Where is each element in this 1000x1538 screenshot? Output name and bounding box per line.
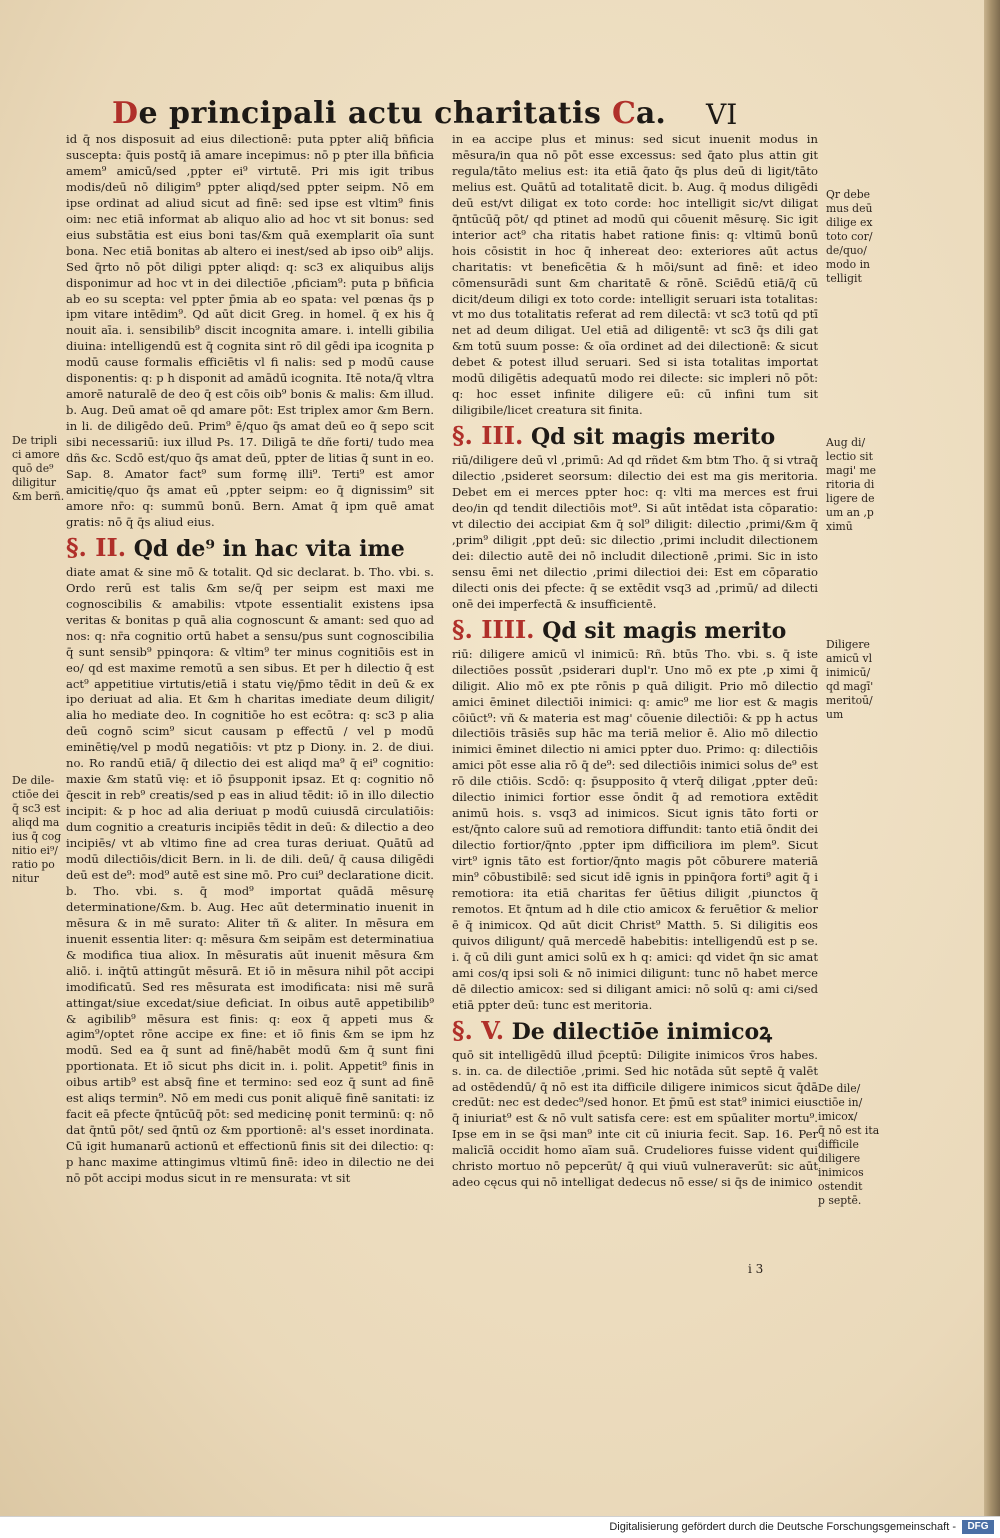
right-paragraph-4: riū: diligere amicū vl inimicū: Rñ. btūs Tho. vbi. s. q̄ iste dilectiōes possūt ,psiderari dupl'r. Uno mō ex pte ,p ximi q̄ diligit. Alio mō ex pte rōnis p quā diligit. Prio mō dilectio amici ēminet dilectiōi inimici: q: amic⁹ me lior est & magis cōiūct⁹: vñ & materia est mag' cōuenie dilectiōi: & pp h actus dilectiōis trāsiēs sup hāc ma teriā melior ē. Alio mō dilectio inimici ēminet dilectio ni amici ppter duo. Primo: q: dilectiōis amici pōt esse alia rō q̄ de⁹: sed dilectiōis inimici solus de⁹ est rō dile ctiōis. Scdō: q: p̄supposito q̄ vterq̄ diligat ,ppter deū: dilectio inimici fortior esse ōndit q̄ ad remotiora extēdit animū hois. s. vsq3 ad inimicos. Sicut ignis tāto forti or est/q̄nto calore suū ad remotiora diffundit: tanto etiā ōndit dei dilectio fortior/q̄nto ,ppter ipm difficiliora im plem⁹. Sicut virt⁹ ignis tāto est fortior/q̄nto magis pōt cōburere materiā min⁹ cōbustibilē: sed sicut idē ignis in ppinq̄ora forti⁹ agit q̄ i remotiora: ita etiā charitas fer ūētius diligit ,piunctos q̄ remotos. Et q̄ntum ad h dile ctio amicox & feruētior & melior ē q̄ inimicox. Qd aūt dicit Christ⁹ Matth. 5. Si diligitis eos quivos diligunt/ quā mercedē habebitis: intelligendū est p se. i. q̄ cū dili gunt amici solū ex h q: amici: qd videt q̄n sic amat ami cos/q ipsi soli & nō inimici diligunt: tunc nō habet merce dē dilectio amicox: sed si diligant amici: nō solū q: ami ci/sed etiā ppter deū: tunc est meritoria. xyxy=(452,646,818,1012)
section-heading-5 xyxy=(452,1016,818,1047)
right-paragraph-1: in ea accipe plus et minus: sed sicut inuenit modus in mēsura/in qua nō pōt esse excessus: sed q̄ato plus attin git regula/tāto melius est: ita etiā q̄ato q̄s plus deū di ligit/tāto melius est. Quātū ad totalitatē dicit. b. Aug. q̄ modus diligēdi deū est/vt diligat ex toto corde: hoc intelligit sic/vt diligat q̄ntūcūq̄ pōt/ qd ptinet ad modū qui cōuenit mēsurę. Sic igit interior act⁹ cha ritatis habet ratione finis: q: vltimū bonū hois cōsistit in hoc q̄ inhereat deo: exteriores aūt actus charitatis: vt beneficētia & h mōi/sunt ad finē: et ideo cōmensurādi sunt &m charitatē & rōnē. Sciēdū etiā/q̄ cū dicit/deum diligi ex toto corde: intelligit seruari ista totalitas: vt mo dus totalitatis referat ad rem dilectā: vt sc3 totū qd ptī net ad deum diligat. Uel etiā ad diligentē: vt sc3 q̄s dili gat &m totū suum posse: & oīa ordinet ad dei dilectionē: & sicut debet & potest illud seruari. Sed si ista totalitas importat modū diligētis adequatū modo rei dilecte: sic impleri nō pōt: q: hoc esset infinite diligere eū: cū infini tum sit diligibile/licet creatura sit finita. xyxy=(452,132,818,418)
section-heading-5-text: De dilectiōe inimicoꝝ xyxy=(511,1018,772,1045)
right-paragraph-5: quō sit intelligēdū illud p̄ceptū: Diligite inimicos v̄ros habes. s. in. ca. de dilectiōe ,primi. Sed hic notāda sūt septē q̄ valēt ad ostēdendū/ q̄ nō est ita difficile diligere inimicos sicut q̄dā credūt: nec est dedec⁹/sed honor. Et p̄mū est stat⁹ inimici eius q̄ iniuriat⁹ est & nō vult satisfa cere: est em spūaliter mortu⁹. Ipse em in se q̄si man⁹ inte cit cū iniuria fecit. Sap. 16. Per malicīā occidit homo aīam suā. Crudeliores fuisse vident qui christo mortuo nō pepcerūt/ q̄ qui viuū vulneraverūt: sic aūt adeo cęcus qui nō intelligat dedecus nō esse/ si q̄s de inimico xyxy=(452,1047,818,1190)
left-paragraph-2: diate amat & sine mō & totalit. Qd sic declarat. b. Tho. vbi. s. Ordo rerū est talis &m se/q̄ per seipm est maxi me cognoscibilis & amabilis: vtpote essentialit existens ipsa veritas & bonitas p quā alia cognoscunt & amant: sed quo ad nos: q: nr̄a cognitio ortū habet a sensu/pus sunt cognoscibilia q̄ sunt sensib⁹ ppinqora: & vltim⁹ ter minus cognitiōis est in eo/ qd est maxime remotū a sen sibus. Et per h dilectio q̄ est act⁹ appetitiue virtutis/etiā i statu vię/p̄mo tēdit in deū & ex ipo deriuat ad alia. Et &m h charitas imediate deum diligit/ alia ho mediate deo. In cognitiōe ho est ecōtra: q: sc3 p alia deū cognō scim⁹ sicut causam p effectū / vel p modū eminētię/vel p modū negatiōis: vt ptz p Diony. in. 2. de diui. no. Ro randū etiā/ q̄ dilectio dei est aliqd ma⁹ q̄ ei⁹ cognitio: maxie &m statū vię: et iō p̄supponit ipsaz. Et q: cognitio nō q̄escit in reb⁹ creatis/sed p eas in aliud tēdit: iō in illo dilectio incipit: & p hoc ad alia deriuat p modū cuiusdā circulatiōis: dum cognitio a creaturis incipiēs tēdit in deū: & dilectio a deo incipiēs/ vt ab vltimo fine ad crea turas deriuat. Quātū ad modū dilectiōis/dicit Bern. in li. de dili. deū/ q̄ causa diligēdi deū est de⁹: mod⁹ autē est sine mō. Pro cui⁹ declaratione dicit. b. Tho. vbi. s. q̄ mod⁹ importat quādā mēsurę determinatione/&m. b. Aug. Hec aūt determinatio inuenit in mēsura & in mē surato: Aliter tñ & aliter. In mēsura em inuenit essentia liter: q: mēsura &m seipām est determinatiua & modifica tiua aliox. In mēsuratis aūt inuenit mēsura &m aliō. i. inq̄tū attingūt mēsurā. Et iō in mēsura nihil pōt accipi imodificatū. Sed res mēsurata est imodificata: nisi mē surā attingat/siue excedat/siue deficiat. In oibus autē appetibilib⁹ & agibilib⁹ mēsura est finis: q: eox q̄ appeti mus & agim⁹/optet rōne accipe ex fine: et iō finis &m se ipm hz modū. Sed ea q̄ sunt ad finē/habēt modū &m q̄ sunt fini pportionata. Et iō sicut phs dicit in. i. polit. Appetit⁹ finis in oibus artib⁹ est absq̄ fine et termino: sed eoz q̄ sunt ad finē est aliqs termin⁹. Nō em medi cus ponit aliquē finē sanitati: iz facit eā pfecte q̄ntūcūq̄ pōt: sed medicinę ponit terminū: q: nō dat q̄ntū pōt/ sed q̄ntū oz &m pportionē: al's esset inordinata. Cū igit humanarū actionū et effectionū finis sit dei dilectio: q: p hanc maxime attingimus vltimū finē: ideo in dilectio ne dei nō pōt accipi modus sicut in re mensurata: vt sit xyxy=(66,564,434,1186)
margin-note-right-love-enemies: De dile/ ctiōe in/ imicox/ q̄ nō est ita difficile diligere inimicos ostendit p septē. xyxy=(818,1082,880,1207)
section-heading-4-text: Qd sit magis merito xyxy=(542,617,787,644)
margin-note-left-dilection: De dile- ctiōe dei q̄ sc3 est aliqd ma ius q̄ cog nitio ei⁹/ ratio po nitur xyxy=(12,774,62,885)
running-title xyxy=(112,96,601,131)
chapter-label-text: a. xyxy=(635,96,666,131)
margin-note-left-triple-love: De tripli ci amore quō de⁹ diligitur &m berñ. xyxy=(12,434,65,503)
margin-note-right-friend-enemy: Diligere amicū vl inimicū/ qd magī' meritoū/ um xyxy=(826,638,874,721)
dfg-logo-icon[interactable]: DFG xyxy=(962,1520,994,1534)
running-title-initial: D xyxy=(112,96,139,131)
signature-mark: i 3 xyxy=(748,1262,764,1276)
section-mark-5: §. V. xyxy=(452,1015,505,1045)
section-heading-2-text: Qd de⁹ in hac vita ime xyxy=(133,535,405,562)
section-mark-3: §. III. xyxy=(452,421,524,451)
right-text-column xyxy=(452,132,818,1292)
running-title-text: e principali actu charitatis xyxy=(138,96,602,131)
section-heading-3-text: Qd sit magis merito xyxy=(530,424,776,451)
section-heading-2 xyxy=(66,533,434,564)
section-heading-3 xyxy=(452,421,818,452)
chapter-numeral: VI xyxy=(706,98,738,131)
footer-bar xyxy=(0,1516,1000,1538)
section-mark-4: §. IIII. xyxy=(452,614,535,644)
margin-note-right-more-meritorious: Aug di/ lectio sit magi' me ritoria di ligere de um an ,p ximū xyxy=(826,436,877,533)
right-paragraph-3: riū/diligere deū vl ,primū: Ad qd rñdet &m btm Tho. q̄ si vtraq̄ dilectio ,psideret seorsum: dilectio dei est ma gis meritoria. Debet em ei merces ppter hoc: q: vlti ma merces est frui deo/in qd tendit dilectiōis mot⁹. Si aūt intēdat ista cōparatio: vt dilectio dei accipiat &m q̄ sol⁹ diligit: dilectio ,primi/&m q̄ ,prim⁹ diligit ,ppt deū: sic dilectio ,primi includit dilectionem dei: dilectio autē dei nō includit dilectionē ,primi. Sic in isto sensu ēmi net dilectio ,primi dilectioi dei: Est em cōparatio dilecti onis dei pfecte: q̄ se extēdit vsq3 ad ,primū/ ad dilecti onē dei imperfectā & insufficientē. xyxy=(452,453,818,611)
left-paragraph-1: id q̄ nos disposuit ad eius dilectionē: puta ppter aliq̄ bñficia suscepta: q̄uis postq̄ iā amare incepimus: nō p pter illa bñficia amem⁹ amicū/sed ,ppter ei⁹ virtutē. Pri mis igit tribus modis/deū nō diligim⁹ ppter aliqd/sed ppter seipm. Nō em ipse ordinat ad aliud sicut ad finē: sed ipse est vltim⁹ finis oim: nec etiā informat ab aliquo alio ad hoc vt sit bonus: sed eius substātia est eius boni tas/&m quā exemplarit oīa sunt bona. Nec etiā bonitas ab altero ei inest/sed ab ipso oib⁹ alijs. Sed q̄rto nō pōt diligi ppter aliqd: q: sc3 ex aliquibus alijs disponimur ad hoc vt in dei dilectiōe ,pficiam⁹: puta p bñficia ab eo su scepta: vel ppter p̄mia ab eo spata: vel pœnas q̄s p ipm vitare intēdim⁹. Qd aūt dicit Greg. in homel. q̄ ex his q̄ nouit aīa. i. sensibilib⁹ discit incognita amare. i. intelli gibilia diuina: intelligendū est q̄ cognita sint rō dil gēdi ipa icognita p modū cause formalis efficiētis vl fi nalis: sed p modū cause disponentis: q: p h disponit ad amādū icognita. Itē nota/q̄ vltra amorē naturalē de deo q̄ est cōis oib⁹ bonis & malis: &m illud. b. Aug. Deū amat oē qd amare pōt: Est triplex amor &m Bern. in li. de diligēdo deū. Prim⁹ ē/quo q̄s amat deū eo q̄ sepo scit sibi necessariū: iux illud Ps. 17. Diligā te dñe forti/ tudo mea dñs &c. Scdō est/quo q̄s amat deū, ppter de litias q̄ sunt in eo. Sap. 8. Amator fact⁹ sum formę illi⁹. Terti⁹ est amor amicitię/quo q̄s amat eū ,ppter seipm: eo q̄ dignissim⁹ sit amore nr̄o: q: summū bonū. Bern. Amat q̄ ipm quē amat gratis: nō q̄ q̄s aliud eius. xyxy=(66,132,434,529)
chapter-label xyxy=(612,96,666,131)
left-text-column xyxy=(66,132,434,1270)
footer-credit-text: Digitalisierung gefördert durch die Deutsche Forschungsgemeinschaft - xyxy=(609,1521,956,1533)
page-edge-shadow xyxy=(984,0,1000,1516)
margin-note-right-whole-heart: Qr debe mus deū dilige ex toto cor/ de/quo/ modo in telligit xyxy=(826,188,873,285)
chapter-label-initial: C xyxy=(612,96,636,131)
section-mark-2: §. II. xyxy=(66,532,127,562)
section-heading-4 xyxy=(452,615,818,646)
